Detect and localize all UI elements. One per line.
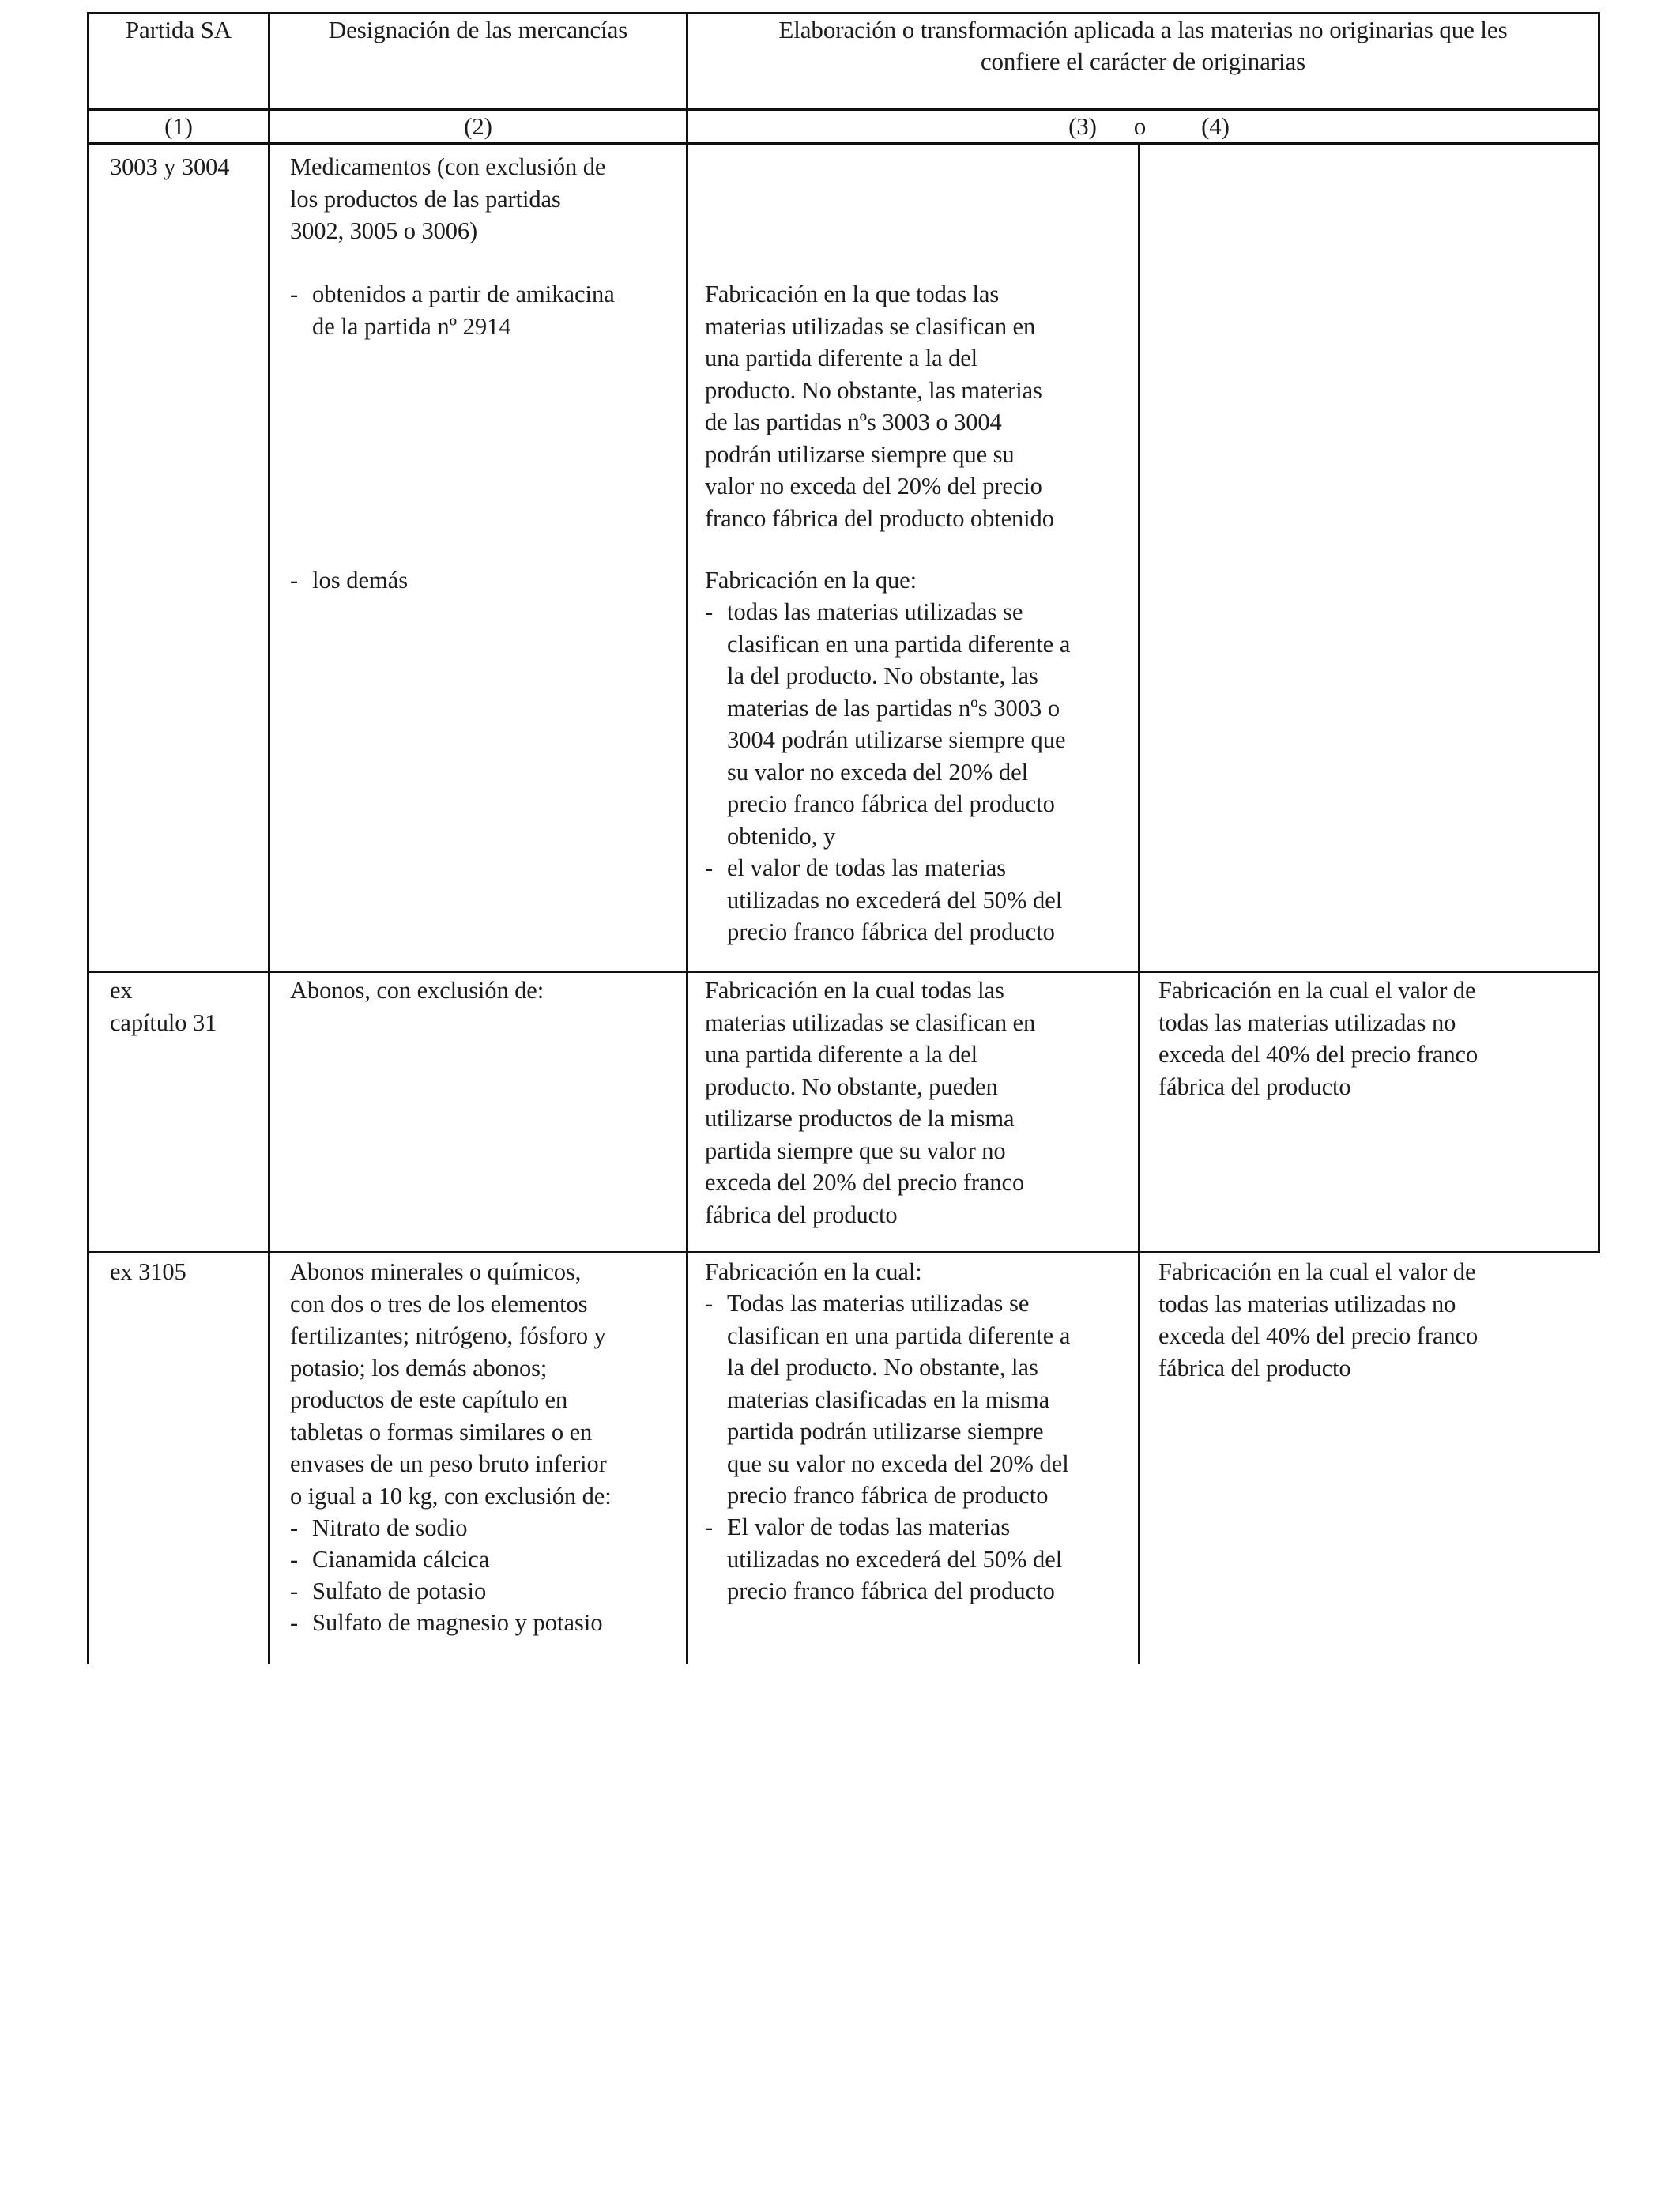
- dash-mark: -: [290, 1514, 299, 1541]
- number-row-bottom-border: [87, 142, 1600, 145]
- row2-rule-col3: Fabricación en la cual todas las materias utilizadas se clasifican en una partida diferente a la del producto. No obstante, pueden utilizarse productos de la misma partida siempre que su valor no exceda del 20% del precio franco fábrica del producto: [705, 977, 1036, 1228]
- dash-mark: -: [705, 1290, 714, 1317]
- row1-sub1-rule: Fabricación en la que todas las materias utilizadas se clasifican en una partida diferente a la del producto. No obstante, las materias de las partidas nºs 3003 o 3004 podrán utilizarse siempre que su valor no exceda del 20% del precio franco fábrica del producto obtenido: [705, 281, 1054, 532]
- row3-rule-col4: Fabricación en la cual el valor de todas las materias utilizadas no exceda del 40% del precio franco fábrica del producto: [1158, 1258, 1478, 1382]
- document-page: Partida SA Designación de las mercancías Elaboración o transformación aplicada a las materias no originarias que les confiere el carácter de originarias (1) (2) (3) o (4) 3003 y 3004 Medicamentos (con exclusión de los productos de las partidas 3002, 3005 o 3006) - obtenidos a partir de amikacina de la partida nº 2914 Fabricación en la que todas las materias utilizadas se clasifican en una partida diferente a la del producto. No obstante, las materias de las partidas nºs 3003 o 3004 podrán utilizarse siempre que su valor no exceda del 20% del precio franco fábrica del producto obtenido - los demás Fabricación en la que: - todas las materias utilizadas se clasifican en una partida diferente a la del producto. No obstante, las materias de las partidas nºs 3003 o 3004 podrán utilizarse siempre que su valor no exceda del 20% del precio franco fábrica del producto obtenido, y - el valor de todas las materias utilizadas no excederá del 50% del precio franco fábrica del producto ex capítulo 31 Abonos, con exclusión de: Fabricación en la cual todas las materias utilizadas se clasifican en una partida diferente a la del producto. No obstante, pueden utilizarse productos de la misma partida siempre que su valor no exceda del 20% del precio franco fábrica del producto Fabricación en la cual el valor de todas las materias utilizadas no exceda del 40% del precio franco fábrica del producto ex 3105 Abonos minerales o químicos, con dos o tres de los elementos fertilizantes; nitrógeno, fósforo y potasio; los demás abonos; productos de este capítulo en tabletas o formas similares o en envases de un peso bruto inferior o igual a 10 kg, con exclusión de: - Nitrato de sodio - Cianamida cálcica - Sulfato de potasio - Sulfato de magnesio y potasio Fabricación en la cual: - Todas las materias utilizadas se clasifican en una partida diferente a la del producto. No obstante, las materias clasificadas en la misma partida podrán utilizarse siempre que su valor no exceda del 20% del precio franco fábrica de producto - El valor de todas las materias utilizadas no excederá del 50% del precio franco fábrica del producto Fabricación en la cual el valor de todas las materias utilizadas no exceda del 40% del precio franco fábrica del producto: [0, 0, 1680, 2194]
- row1-sub2-rule-intro: Fabricación en la que:: [705, 567, 917, 594]
- row1-code: 3003 y 3004: [110, 153, 230, 180]
- header-number-1: (1): [164, 112, 193, 140]
- dash-mark: -: [705, 854, 714, 881]
- left-border: [87, 12, 89, 1664]
- row1-description: Medicamentos (con exclusión de los productos de las partidas 3002, 3005 o 3006): [290, 153, 606, 244]
- row3-code: ex 3105: [110, 1258, 186, 1285]
- header-designacion: Designación de las mercancías: [328, 16, 628, 43]
- row3-description: Abonos minerales o químicos, con dos o tres de los elementos fertilizantes; nitrógeno, fósforo y potasio; los demás abonos; productos de este capítulo en tabletas o formas similares o en envases de un peso bruto inferior o igual a 10 kg, con exclusión de:: [290, 1258, 612, 1510]
- header-partida: Partida SA: [125, 16, 232, 43]
- row2-code: ex capítulo 31: [110, 977, 217, 1036]
- row2-rule-col4: Fabricación en la cual el valor de todas las materias utilizadas no exceda del 40% del precio franco fábrica del producto: [1158, 977, 1478, 1100]
- dash-mark: -: [290, 1546, 299, 1573]
- col3-divider: [1138, 142, 1140, 1664]
- dash-mark: -: [290, 281, 299, 307]
- right-border: [1598, 12, 1600, 1251]
- header-number-3: (3): [1068, 112, 1097, 140]
- col2-divider: [686, 12, 688, 1664]
- dash-mark: -: [705, 598, 714, 625]
- dash-mark: -: [290, 1609, 299, 1636]
- header-elaboracion-line1: Elaboración o transformación aplicada a las materias no originarias que les: [778, 16, 1508, 43]
- header-number-4: (4): [1201, 112, 1230, 140]
- row1-bottom-border: [87, 971, 1600, 973]
- row2-bottom-border: [87, 1251, 1600, 1253]
- dash-mark: -: [290, 1578, 299, 1604]
- dash-mark: -: [290, 567, 299, 594]
- header-elaboracion-line2: confiere el carácter de originarias: [980, 47, 1306, 75]
- header-number-2: (2): [464, 112, 492, 140]
- header-number-or: o: [1133, 112, 1147, 140]
- row3-rule-intro: Fabricación en la cual:: [705, 1258, 922, 1285]
- col1-divider: [268, 12, 270, 1664]
- row2-description: Abonos, con exclusión de:: [290, 977, 544, 1004]
- dash-mark: -: [705, 1514, 714, 1540]
